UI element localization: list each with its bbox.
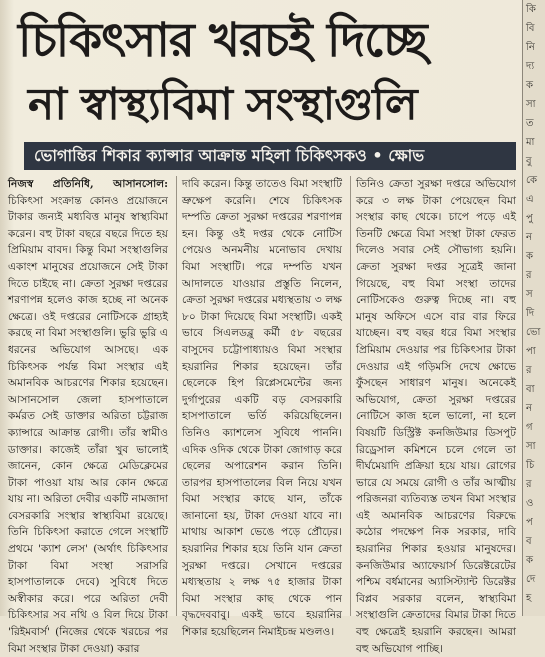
- fragment-text: কি: [526, 4, 536, 15]
- fragment-text: র: [526, 365, 532, 376]
- column-text: তিনিও ক্রেতা সুরক্ষা দপ্তরে অভিযোগ করে ৩ লক্ষ টাকা পেয়েছেন বিমা সংস্থার কাছ থেকে। চাপে পড়ে এই তিনটি ক্ষেত্রে বিমা সংস্থা টাকা ফেরত দিলেও সবার সেই সৌভাগ্য হয়নি। ক্রেতা সুরক্ষা দপ্তর সূত্রেই জানা গিয়েছে, বহু বিমা সংস্থা তাদের নোটিসকেও গুরুত্ব দিচ্ছে না। বহু মানুষ অফিসে এসে বার বার ফিরে যাচ্ছেন। বহু বছর ধরে বিমা সংস্থার প্রিমিয়াম দেওয়ার পর চিকিৎসার টাকা দেওয়ার এই গড়িমসি দেখে ক্ষোভে ফুঁসছেন সাধারণ মানুষ। অনেকেই অভিযোগ, ক্রেতা সুরক্ষা দপ্তরের নোটিসে কাজ হলে ভালো, না হলে বিষয়টি ডিস্ট্রিক্ট কনজিউমার ডিসপুট রিড্রেসাল কমিশনে চলে গেলে তা দীর্ঘমেয়াদি প্রক্রিয়া হয়ে যায়। রোগের ভারে যে সময়ে রোগী ও তাঁর আত্মীয় পরিজনরা ব্যতিব্যস্ত তখন বিমা সংস্থার এই অমানবিক আচরণের বিরুদ্ধে কঠোর পদক্ষেপ নিক সরকার, দাবি হয়রানির শিকার হওয়ার মানুষদের। কনজিউমার অ্যাফেয়ার্স ডিরেক্টরেটের পশ্চিম বর্ধমানের অ্যাসিস্ট্যান্ট ডিরেক্টর বিপ্লব সরকার বলেন, স্বাস্থ্যবিমা সংস্থাগুলি ক্রেতাদের বিমার টাকা দিতে বহু ক্ষেত্রেই হয়রানি করছেন। আমরা বহু অভিযোগ পাচ্ছি।: [356, 178, 516, 655]
- fragment-text: প: [526, 517, 533, 528]
- fragment-text: ক: [526, 251, 533, 262]
- subheadline-bar: ভোগান্তির শিকার ক্যান্সার আক্রান্ত মহিলা চিকিৎসকও • ক্ষোভ: [24, 142, 516, 170]
- fragment-text: দি: [526, 308, 535, 319]
- fragment-text: ন: [526, 232, 532, 243]
- article-column-2: [176, 176, 344, 639]
- fragment-text: চি: [526, 460, 535, 471]
- fragment-text: ক: [526, 80, 533, 91]
- fragment-text: সা: [526, 99, 536, 110]
- fragment-text: ব: [526, 536, 532, 547]
- fragment-text: হ: [526, 593, 532, 604]
- fragment-text: ক: [526, 555, 533, 566]
- fragment-text: র: [526, 479, 532, 490]
- fragment-text: ত: [526, 118, 534, 129]
- fragment-text: এ: [526, 194, 534, 205]
- fragment-text: বা: [526, 384, 535, 395]
- fragment-text: দে: [526, 574, 536, 585]
- fragment-text: পা: [526, 346, 536, 357]
- fragment-text: ভো: [526, 327, 541, 338]
- column-text: দাবি করেন। কিন্তু তাতেও বিমা সংস্থাটি ভ্রুক্ষেপ করেনি। শেষে চিকিৎসক দম্পতি ক্রেতা সুরক্ষা দপ্তরের শরণাপন্ন হন। কিন্তু ওই দপ্তর থেকে নোটিস পেয়েও অনমনীয় মনোভাব দেখায় বিমা সংস্থাটি। পরে দম্পতি যখন আদালতে যাওয়ার প্রস্তুতি নিলেন, ক্রেতা সুরক্ষা দপ্তরের মধ্যস্থতায় ৩ লক্ষ ৮০ টাকা দিয়েছে বিমা সংস্থাটি। একই ভাবে সিএলডব্লু কর্মী ৫৮ বছরের বাসুদেব চট্টোপাধ্যায়ও বিমা সংস্থার হয়রানির শিকার হয়েছেন। তাঁর ছেলেকে হিপ রিপ্লেসমেন্টের জন্য দুর্গাপুরের একটি বড় বেসরকারি হাসপাতালে ভর্তি করিয়েছিলেন। তিনিও ক্যাশলেস সুবিধে পাননি। এদিক ওদিক থেকে টাকা জোগাড় করে ছেলের অপারেশন করান তিনি। তারপর হাসপাতালের বিল নিয়ে যখন বিমা সংস্থার কাছে যান, তাঁকে জানানো হয়, টাকা দেওয়া যাবে না। মাথায় আকাশ ভেঙে পড়ে প্রৌঢ়ের। হয়রানির শিকার হয়ে তিনি যান ক্রেতা সুরক্ষা দপ্তরে। সেখানে দপ্তরের মধ্যস্থতায় ২ লক্ষ ৭৫ হাজার টাকা বিমা সংস্থার কাছ থেকে পান বৃদ্ধদেববাবু। একই ভাবে হয়রানির শিকার হয়েছিলেন নিমাইচন্দ্র মণ্ডলও।: [182, 178, 342, 639]
- fragment-text: ও: [526, 498, 534, 509]
- fragment-text: র: [526, 270, 532, 281]
- fragment-text: দ্য: [526, 61, 535, 72]
- fragment-text: বু: [526, 156, 532, 167]
- column-text: চিকিৎসা সংক্রান্ত কোনও প্রয়োজনে টাকার জন্যই মধ্যবিত্ত মানুষ স্বাস্থ্যবিমা করেন। বহু টাকা বছরে বছরে দিতে হয় প্রিমিয়াম বাবদ। কিন্তু বিমা সংস্থাগুলির একাংশ মানুষের প্রয়োজনে সেই টাকা দিতে চাইছে না। ক্রেতা সুরক্ষা দপ্তরের শরণাপন্ন হলেও কাজ হচ্ছে না অনেক ক্ষেত্রে। ওই দপ্তরের নোটিসকে গ্রাহ্যই করছে না বিমা সংস্থাগুলি। ভুরি ভুরি এ ধরনের অভিযোগ আসছে। এক চিকিৎসক পর্যন্ত বিমা সংস্থার এই অমানবিক আচরণের শিকার হয়েছেন। আসানসোল জেলা হাসপাতালে কর্মরত সেই ডাক্তার অরিতা চট্টরাজ ক্যান্সারে আক্রান্ত রোগী। তাঁর স্বামীও ডাক্তার। কাজেই তাঁরা খুব ভালোই জানেন, কোন ক্ষেত্রে মেডিক্লেমের টাকা পাওয়া যায় আর কোন ক্ষেত্রে যায় না। অরিতা দেবীর একটি নামজাদা বেসরকারি সংস্থার স্বাস্থ্যবিমা রয়েছে। তিনি চিকিৎসা করাতে গেলে সংস্থাটি প্রথমে 'ক্যাশ লেস' (অর্থাৎ চিকিৎসার টাকা বিমা সংস্থা সরাসরি হাসপাতালকে দেবে) সুবিধে দিতে অস্বীকার করে। পরে অরিতা দেবী চিকিৎসার সব নথি ও বিল দিয়ে টাকা 'রিইমবার্স' (নিজের থেকে খরচের পর বিমা সংস্থার টাকা দেওয়া) করার: [8, 194, 168, 655]
- byline: নিজস্ব প্রতিনিধি, আসানসোল:: [8, 178, 168, 190]
- fragment-text: মা: [526, 137, 535, 148]
- adjacent-article-fragment: [522, 0, 545, 616]
- article-body: [6, 176, 518, 655]
- fragment-text: কে: [526, 175, 538, 186]
- fragment-text: ন: [526, 403, 532, 414]
- fragment-text: গ: [526, 422, 533, 433]
- headline-line-1: চিকিৎসার খরচই দিচ্ছে: [18, 13, 427, 68]
- fragment-text: পু: [526, 213, 533, 224]
- fragment-text: স: [526, 289, 533, 300]
- fragment-text: সা: [526, 441, 536, 452]
- headline-line-2: না স্বাস্থ্যবিমা সংস্থাগুলি: [28, 79, 417, 130]
- fragment-text: নি: [526, 42, 535, 53]
- fragment-text: বি: [526, 23, 535, 34]
- article-column-3: [350, 176, 518, 655]
- article-column-1: [6, 176, 170, 655]
